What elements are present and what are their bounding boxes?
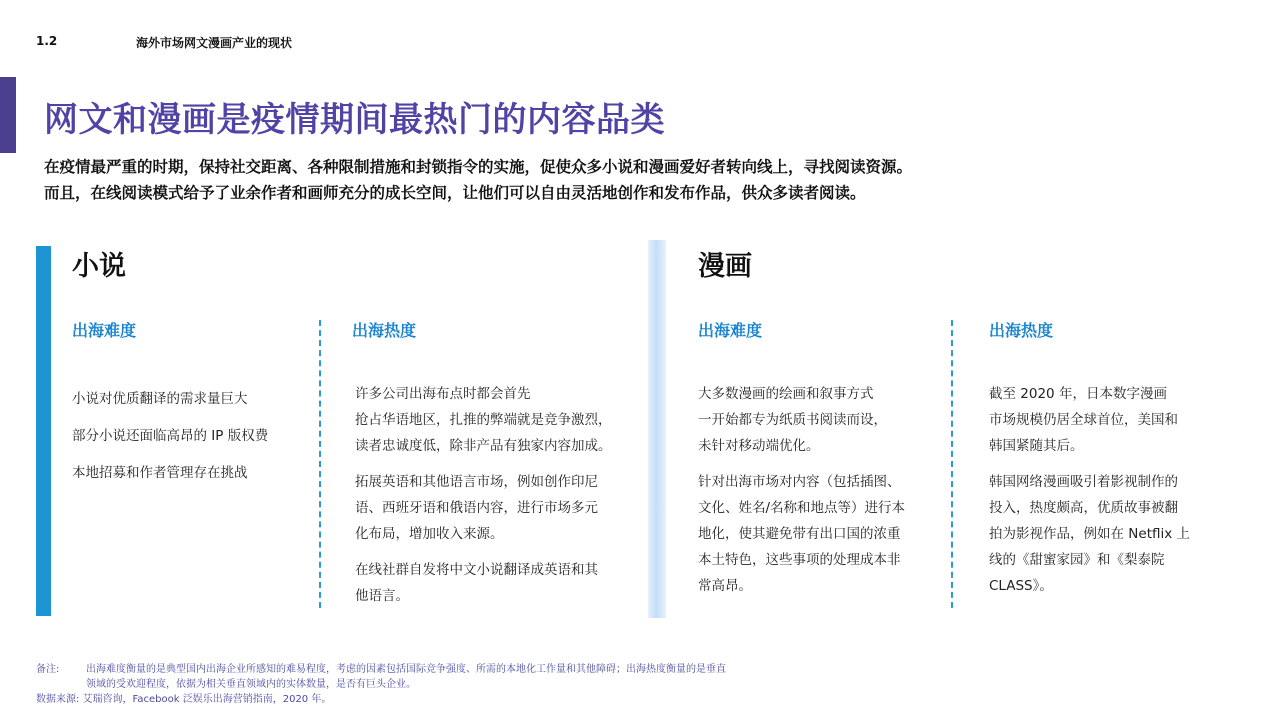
comic-difficulty-heading: 出海难度	[698, 321, 763, 340]
novel-difficulty-heading: 出海难度	[72, 321, 137, 340]
data-source: 数据来源: 艾瑞咨询，Facebook 泛娱乐出海营销指南，2020 年。	[36, 694, 332, 705]
section-title: 海外市场网文漫画产业的现状	[136, 36, 293, 50]
comic-difficulty-text	[698, 381, 905, 609]
list-item: 本地招募和作者管理存在挑战	[72, 465, 248, 481]
novel-difficulty-list	[72, 381, 268, 492]
paragraph: 拓展英语和其他语言市场，例如创作印尼 语、西班牙语和俄语内容，进行市场多元 化布局，增加收入来源。	[355, 474, 598, 542]
note-line: 备注: 出海难度衡量的是典型国内出海企业所感知的难易程度，考虑的因素包括国际竞争强度、所需的本地化工作量和其他障碍；出海热度衡量的是垂直	[36, 664, 726, 675]
novel-heat-heading: 出海热度	[352, 321, 417, 340]
intro-line: 而且，在线阅读模式给予了业余作者和画师充分的成长空间，让他们可以自由灵活地创作和发布作品，供众多读者阅读。	[44, 184, 866, 202]
novel-section-title: 小说	[72, 251, 126, 282]
comic-section-title: 漫画	[698, 251, 752, 282]
list-item: 小说对优质翻译的需求量巨大	[72, 391, 248, 407]
novel-column-divider	[319, 320, 321, 608]
footnotes	[36, 662, 726, 707]
paragraph: 在线社群自发将中文小说翻译成英语和其 他语言。	[355, 562, 598, 604]
comic-column-divider	[951, 320, 953, 608]
list-item: 部分小说还面临高昂的 IP 版权费	[72, 428, 269, 444]
intro-line: 在疫情最严重的时期，保持社交距离、各种限制措施和封锁指令的实施，促使众多小说和漫画爱好者转向线上，寻找阅读资源。	[44, 158, 913, 176]
section-number: 1.2	[36, 34, 58, 48]
note-line: 领域的受欢迎程度，依据为相关垂直领域内的实体数量，是否有巨头企业。	[86, 679, 416, 690]
paragraph: 大多数漫画的绘画和叙事方式 一开始都专为纸质书阅读而设， 未针对移动端优化。	[698, 386, 887, 454]
paragraph: 许多公司出海布点时都会首先 抢占华语地区，扎推的弊端就是竞争激烈， 读者忠诚度低，除非产品有独家内容加成。	[355, 386, 612, 454]
novel-accent-bar	[36, 246, 51, 616]
comic-heat-text	[989, 381, 1190, 609]
paragraph: 韩国网络漫画吸引着影视制作的 投入，热度颇高，优质故事被翻 拍为影视作品，例如在 Netflix 上 线的《甜蜜家园》和《梨泰院 CLASS》。	[989, 474, 1191, 594]
paragraph: 截至 2020 年，日本数字漫画 市场规模仍居全球首位，美国和 韩国紧随其后。	[989, 386, 1178, 454]
comic-heat-heading: 出海热度	[989, 321, 1054, 340]
page-title: 网文和漫画是疫情期间最热门的内容品类	[44, 100, 665, 140]
novel-heat-text	[355, 381, 612, 619]
comic-accent-bar	[648, 240, 666, 618]
left-accent-tab	[0, 77, 16, 153]
intro-text	[44, 154, 912, 206]
paragraph: 针对出海市场对内容（包括插图、 文化、姓名/名称和地点等）进行本 地化，使其避免带有出口国的浓重 本土特色，这些事项的处理成本非 常高昂。	[698, 474, 906, 594]
note-label: 备注:	[36, 664, 60, 675]
